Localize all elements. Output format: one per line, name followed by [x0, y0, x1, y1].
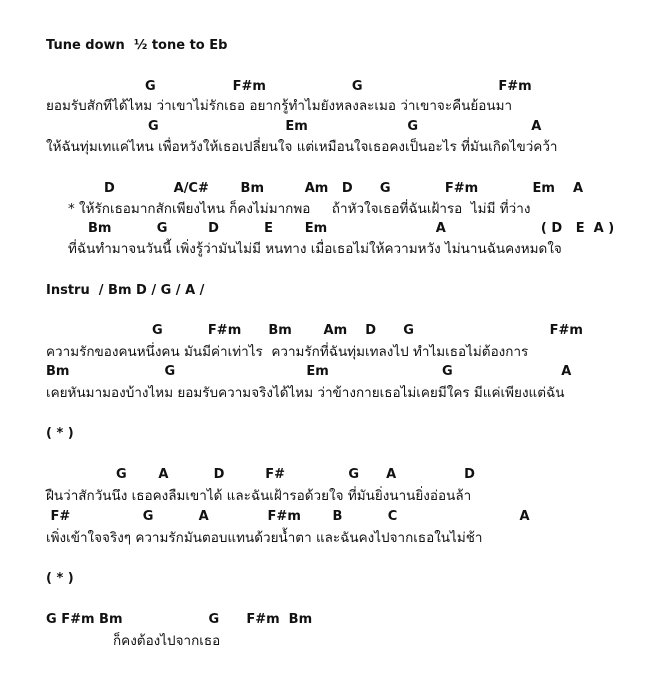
instrumental-line: Instru / Bm D / G / A /: [46, 283, 205, 298]
verse1-lyric-2: ให้ฉันทุ่มเทแค่ไหน เพื่อหวังให้เธอเปลี่ยนใจ แต่เหมือนใจเธอคงเป็นอะไร ที่มันเกิดไขว่คว้า: [46, 139, 558, 155]
bridge-chords-2: F# G A F#m B C A: [46, 509, 530, 524]
outro-lyric: ก็คงต้องไปจากเธอ: [113, 633, 221, 649]
outro-chords: G F#m Bm G F#m Bm: [46, 612, 313, 627]
chorus-lyric-1: * ให้รักเธอมากสักเพียงไหน ก็คงไม่มากพอ ถ้าหัวใจเธอที่ฉันเฝ้ารอ ไม่มี ที่ว่าง: [68, 201, 531, 217]
verse1-chords-2: G Em G A: [148, 119, 542, 134]
verse1-lyric-1: ยอมรับสักทีได้ไหม ว่าเขาไม่รักเธอ อยากรู้ทำไมยังหลงละเมอ ว่าเขาจะคืนย้อนมา: [46, 98, 513, 114]
chorus-chords-2: Bm G D E Em A ( D E A ): [88, 221, 615, 236]
verse2-lyric-2: เคยหันมามองบ้างไหม ยอมรับความจริงได้ไหม ว่าข้างกายเธอไม่เคยมีใคร มีแค่เพียงแต่ฉัน: [46, 385, 565, 401]
tuning-note: Tune down ½ tone to Eb: [46, 38, 228, 53]
chorus-lyric-2: ที่ฉันทำมาจนวันนี้ เพิ่งรู้ว่ามันไม่มี หนทาง เมื่อเธอไม่ให้ความหวัง ไม่นานฉันคงหมดใจ: [68, 241, 562, 257]
verse2-chords-1: G F#m Bm Am D G F#m: [152, 323, 583, 338]
chorus-chords-1: D A/C# Bm Am D G F#m Em A: [104, 181, 584, 196]
verse2-chords-2: Bm G Em G A: [46, 364, 572, 379]
verse1-chords-1: G F#m G F#m: [145, 79, 532, 94]
bridge-lyric-2: เพิ่งเข้าใจจริงๆ ความรักมันตอบแทนด้วยน้ำตา และฉันคงไปจากเธอในไม่ช้า: [46, 530, 483, 546]
chorus-repeat-marker: ( * ): [46, 426, 74, 441]
bridge-lyric-1: ฝืนว่าสักวันนึง เธอคงลืมเขาได้ และฉันเฝ้ารอด้วยใจ ที่มันยิ่งนานยิ่งอ่อนล้า: [46, 488, 472, 504]
verse2-lyric-1: ความรักของคนหนึ่งคน มันมีค่าเท่าไร ความรักที่ฉันทุ่มเทลงไป ทำไมเธอไม่ต้องการ: [46, 344, 529, 360]
chorus-repeat-marker-2: ( * ): [46, 571, 74, 586]
bridge-chords-1: G A D F# G A D: [116, 467, 475, 482]
